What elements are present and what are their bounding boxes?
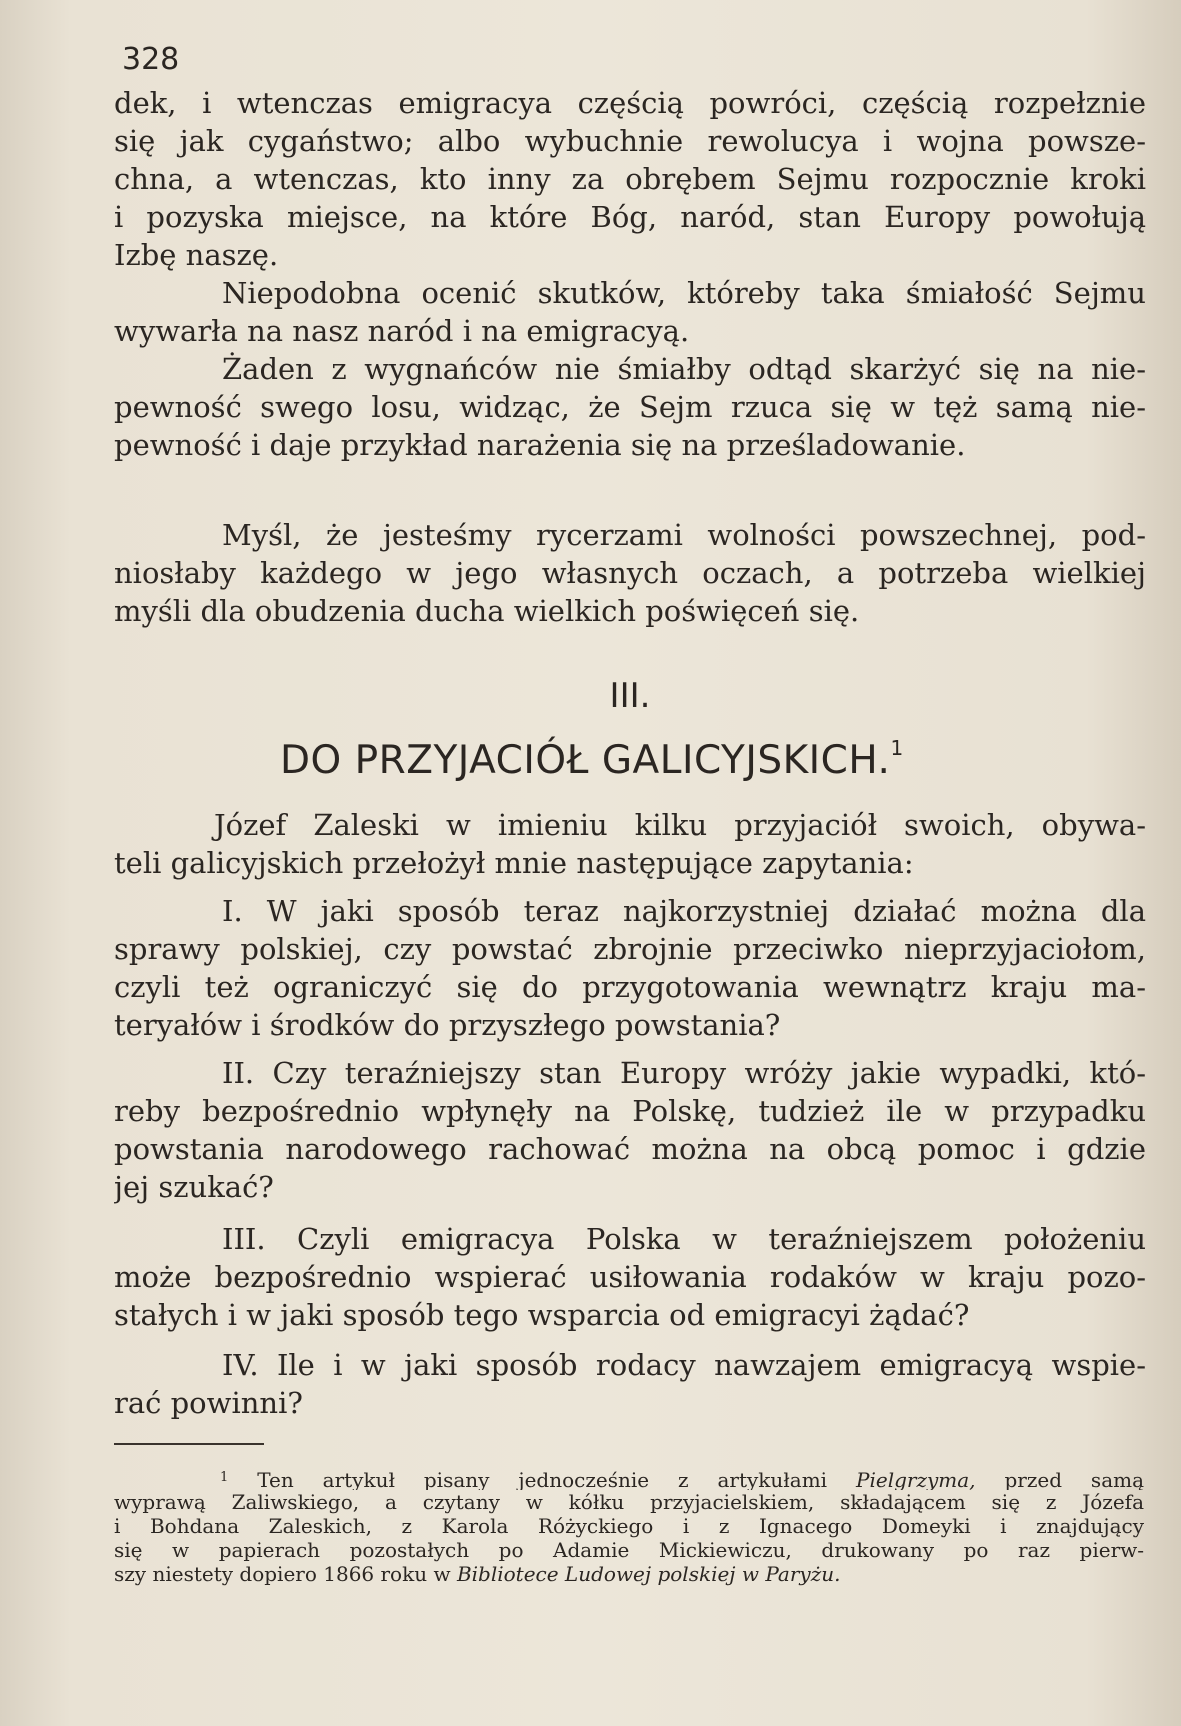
footnote-marker: 1 xyxy=(220,1470,229,1485)
text-line: pewność swego losu, widząc, że Sejm rzuca się w tęż samą nie- xyxy=(114,390,1146,424)
text-line: wywarła na nasz naród i na emigracyą. xyxy=(114,314,690,348)
text-line: się jak cygaństwo; albo wybuchnie rewolucya i wojna powsze- xyxy=(114,124,1146,158)
footnote-italic-text: Pielgrzyma, xyxy=(856,1468,976,1490)
text-line: Myśl, że jesteśmy rycerzami wolności powszechnej, pod- xyxy=(222,518,1146,552)
text-line: pewność i daje przykład narażenia się na prześladowanie. xyxy=(114,428,966,462)
text-line: Żaden z wygnańców nie śmiałby odtąd skarżyć się na nie- xyxy=(222,352,1146,386)
text-line: III. Czyli emigracya Polska w teraźniejszem położeniu xyxy=(222,1222,1146,1256)
text-line: teli galicyjskich przełożył mnie następujące zapytania: xyxy=(114,846,914,880)
text-line: powstania narodowego rachować można na obcą pomoc i gdzie xyxy=(114,1132,1146,1166)
text-line: reby bezpośrednio wpłynęły na Polskę, tudzież ile w przypadku xyxy=(114,1094,1146,1128)
paragraph-top xyxy=(114,84,1146,274)
text-line: chna, a wtenczas, kto inny za obrębem Sejmu rozpocznie kroki xyxy=(114,162,1146,196)
footnote-line xyxy=(114,1466,1144,1490)
section-number: III. xyxy=(609,676,651,716)
text-line: II. Czy teraźniejszy stan Europy wróży jakie wypadki, któ- xyxy=(222,1056,1146,1090)
footnote-line: się w papierach pozostałych po Adamie Mickiewiczu, drukowany po raz pierw- xyxy=(114,1538,1144,1562)
text-line: rać powinni? xyxy=(114,1386,303,1420)
text-line: teryałów i środków do przyszłego powstania? xyxy=(114,1008,781,1042)
section-title xyxy=(280,736,904,783)
footnote-line: i Bohdana Zaleskich, z Karola Różyckiego i z Ignacego Domeyki i znajdujący xyxy=(114,1514,1144,1538)
paragraph-4 xyxy=(114,516,1146,630)
footnote-text: przed samą xyxy=(975,1468,1144,1490)
question-1 xyxy=(114,892,1146,1044)
text-line: może bezpośrednio wspierać usiłowania rodaków w kraju pozo- xyxy=(114,1260,1146,1294)
question-4 xyxy=(114,1346,1146,1422)
footnote-italic-text: Bibliotece Ludowej polskiej w Paryżu. xyxy=(456,1562,841,1586)
text-line: Józef Zaleski w imieniu kilku przyjaciół swoich, obywa- xyxy=(214,808,1146,842)
footnote-line xyxy=(114,1562,1144,1586)
footnote xyxy=(114,1466,1144,1586)
text-line: niosłaby każdego w jego własnych oczach, a potrzeba wielkiej xyxy=(114,556,1146,590)
section-title-text: DO PRZYJACIÓŁ GALICYJSKICH. xyxy=(280,738,891,783)
text-line: Izbę naszę. xyxy=(114,238,279,272)
text-line: Niepodobna ocenić skutków, któreby taka śmiałość Sejmu xyxy=(222,276,1146,310)
question-2 xyxy=(114,1054,1146,1206)
page-number: 328 xyxy=(122,42,180,77)
footnote-text: szy niestety dopiero 1866 roku w xyxy=(114,1562,457,1586)
text-line: i pozyska miejsce, na które Bóg, naród, stan Europy powołują xyxy=(114,200,1146,234)
intro-paragraph xyxy=(114,806,1146,882)
footnote-line: wyprawą Zaliwskiego, a czytany w kółku przyjacielskiem, składającem się z Józefa xyxy=(114,1490,1144,1514)
footnote-text: Ten artykuł pisany jednocześnie z artykułami xyxy=(257,1468,856,1490)
footnote-reference: 1 xyxy=(890,736,904,760)
text-line: myśli dla obudzenia ducha wielkich poświęceń się. xyxy=(114,594,860,628)
text-line: sprawy polskiej, czy powstać zbrojnie przeciwko nieprzyjaciołom, xyxy=(114,932,1146,966)
text-line: I. W jaki sposób teraz najkorzystniej działać można dla xyxy=(222,894,1146,928)
text-line: stałych i w jaki sposób tego wsparcia od emigracyi żądać? xyxy=(114,1298,970,1332)
paragraph-2 xyxy=(114,274,1146,350)
text-line: jej szukać? xyxy=(114,1170,274,1204)
text-line: dek, i wtenczas emigracya częścią powróci, częścią rozpełznie xyxy=(114,86,1146,120)
text-line: IV. Ile i w jaki sposób rodacy nawzajem emigracyą wspie- xyxy=(222,1348,1146,1382)
footnote-divider xyxy=(114,1443,264,1445)
paragraph-3 xyxy=(114,350,1146,464)
text-line: czyli też ograniczyć się do przygotowania wewnątrz kraju ma- xyxy=(114,970,1146,1004)
question-3 xyxy=(114,1220,1146,1334)
